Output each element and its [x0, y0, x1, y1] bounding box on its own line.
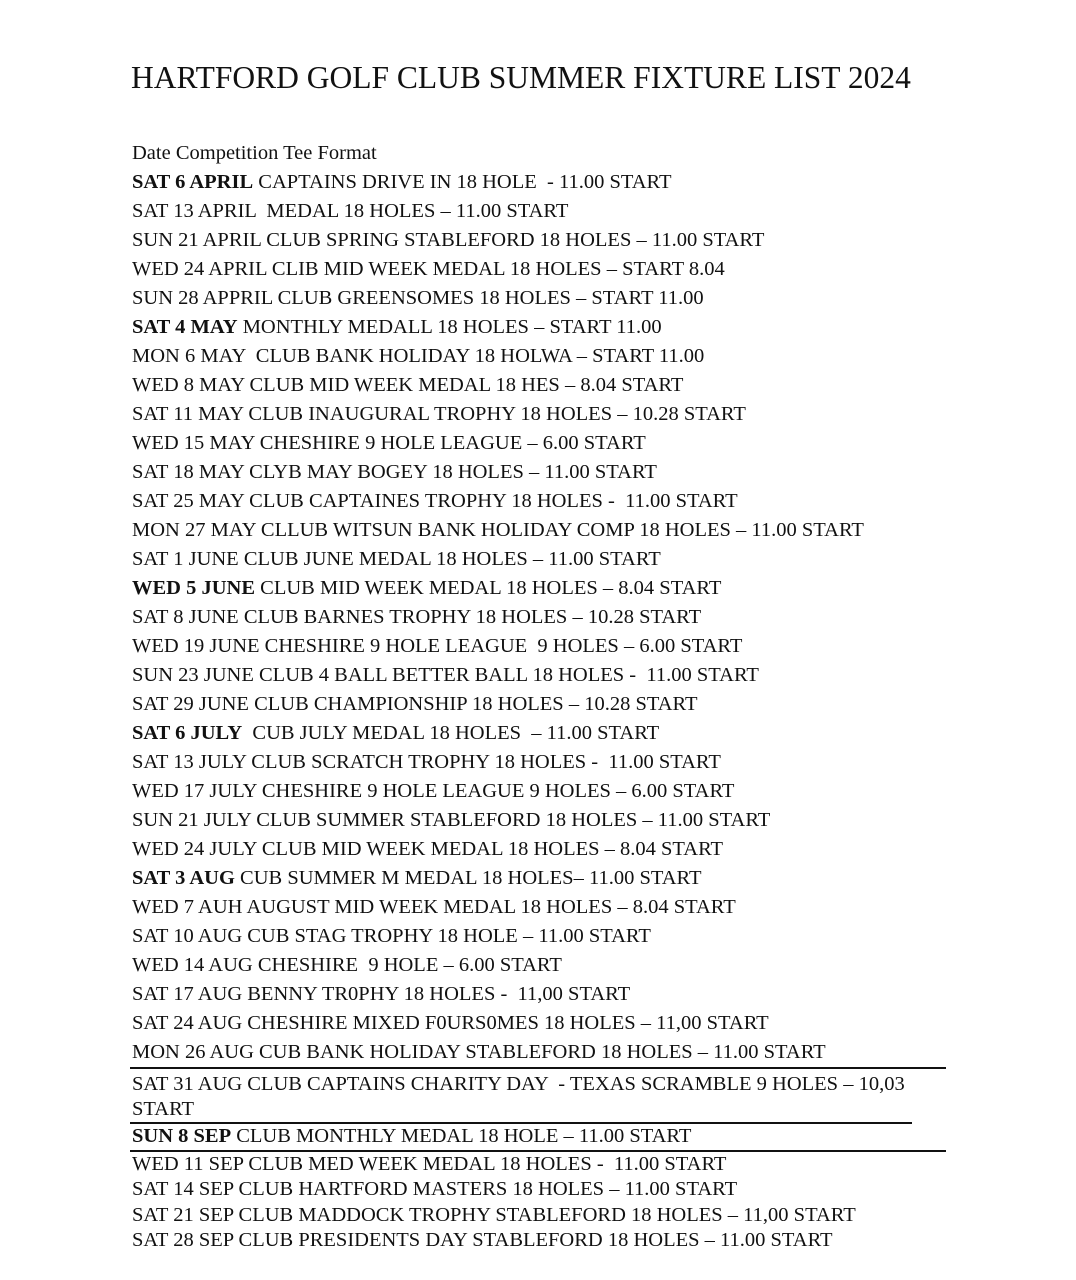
fixture-date: SUN 8 SEP: [132, 1125, 232, 1147]
fixture-details: CLUB SUMMER STABLEFORD 18 HOLES – 11.00 START: [251, 809, 771, 831]
fixture-date: SAT 6 JULY: [132, 722, 243, 744]
fixture-date: SAT 31 AUG: [132, 1073, 243, 1095]
fixture-date: SUN 28 APPRIL: [132, 287, 273, 309]
fixture-date: MON 26 AUG: [132, 1041, 254, 1063]
fixture-details: CAPTAINS DRIVE IN 18 HOLE - 11.00 START: [253, 171, 672, 193]
fixture-row: [132, 661, 952, 690]
page-title: HARTFORD GOLF CLUB SUMMER FIXTURE LIST 2024: [131, 60, 911, 95]
fixture-details: CHESHIRE 9 HOLE LEAGUE – 6.00 START: [254, 432, 646, 454]
fixture-date: SUN 23 JUNE: [132, 664, 254, 686]
fixture-details: CHESHIRE 9 HOLE LEAGUE 9 HOLES – 6.00 START: [256, 780, 735, 802]
fixture-details: CLUB 4 BALL BETTER BALL 18 HOLES - 11.00 START: [253, 664, 759, 686]
fixture-row: [132, 371, 952, 400]
fixture-details: CLUB MID WEEK MEDAL 18 HOLES – 8.04 START: [255, 577, 722, 599]
fixture-date: SAT 13 JULY: [132, 751, 247, 773]
fixture-date: SAT 14 SEP: [132, 1178, 234, 1200]
fixture-details: CLUB MADDOCK TROPHY STABLEFORD 18 HOLES – 11,00 START: [233, 1203, 856, 1226]
fixture-row: [132, 893, 952, 922]
fixture-row: [132, 574, 952, 603]
fixture-row: [130, 1124, 946, 1152]
fixture-details: CLUB SPRING STABLEFORD 18 HOLES – 11.00 START: [261, 229, 765, 251]
fixture-row: [132, 777, 952, 806]
fixture-row: [132, 1203, 952, 1229]
fixture-date: SAT 4 MAY: [132, 316, 238, 338]
fixture-details: CUB BANK HOLIDAY STABLEFORD 18 HOLES – 11.00 START: [253, 1041, 826, 1063]
fixture-row: [132, 1228, 952, 1254]
fixture-row: [132, 922, 952, 951]
fixture-details: CLUB PRESIDENTS DAY STABLEFORD 18 HOLES – 11.00 START: [233, 1229, 833, 1251]
fixture-date: SAT 18 MAY: [132, 461, 245, 483]
fixture-details: CLUB BANK HOLIDAY 18 HOLWA – START 11.00: [245, 345, 705, 367]
fixture-row: [132, 284, 952, 313]
fixture-date: SUN 21 JULY: [132, 809, 252, 831]
fixture-date: WED 5 JUNE: [132, 577, 256, 599]
fixture-row: [132, 342, 952, 371]
fixture-row: [132, 487, 952, 516]
fixture-details: CLLUB WITSUN BANK HOLIDAY COMP 18 HOLES – 11.00 START: [255, 519, 864, 541]
fixture-row: [132, 1177, 952, 1203]
fixture-details: CLUB SCRATCH TROPHY 18 HOLES - 11.00 START: [246, 751, 721, 773]
fixture-date: SUN 21 APRIL: [132, 229, 262, 251]
fixture-date: WED 7 AUH: [132, 896, 243, 918]
fixture-date: SAT 17 AUG: [132, 983, 243, 1005]
fixture-date: SAT 10 AUG: [132, 925, 243, 947]
fixture-details: CUB SUMMER M MEDAL 18 HOLES– 11.00 START: [234, 867, 702, 889]
fixture-details: MEDAL 18 HOLES – 11.00 START: [256, 200, 569, 222]
fixture-row: [132, 313, 952, 342]
fixture-date: WED 8 MAY: [132, 374, 245, 396]
fixture-details: CLIB MID WEEK MEDAL 18 HOLES – START 8.04: [266, 258, 725, 280]
fixture-details: CLUB CAPTAINES TROPHY 18 HOLES - 11.00 START: [244, 490, 738, 512]
fixture-date: SAT 11 MAY: [132, 403, 244, 425]
fixture-details: CHESHIRE MIXED F0URS0MES 18 HOLES – 11,00 START: [242, 1012, 769, 1034]
fixture-details: AUGUST MID WEEK MEDAL 18 HOLES – 8.04 START: [242, 896, 736, 918]
fixture-row: [132, 545, 952, 574]
fixture-details: CUB JULY MEDAL 18 HOLES – 11.00 START: [242, 722, 660, 744]
fixture-date: MON 6 MAY: [132, 345, 246, 367]
fixture-date: MON 27 MAY: [132, 519, 256, 541]
fixture-details: CHESHIRE 9 HOLE LEAGUE 9 HOLES – 6.00 START: [259, 635, 743, 657]
fixture-row: [132, 255, 952, 284]
fixture-date: SAT 13 APRIL: [132, 200, 257, 222]
fixture-row: [132, 864, 952, 893]
fixture-date: SAT 29 JUNE: [132, 693, 249, 715]
fixture-details: CLUB JUNE MEDAL 18 HOLES – 11.00 START: [238, 548, 661, 570]
fixture-details: CLUB MONTHLY MEDAL 18 HOLE – 11.00 START: [231, 1125, 692, 1147]
fixture-date: SAT 25 MAY: [132, 490, 245, 512]
fixture-row: [132, 226, 952, 255]
fixture-row: [130, 1069, 912, 1124]
fixture-details: CUB STAG TROPHY 18 HOLE – 11.00 START: [242, 925, 651, 947]
fixture-details: BENNY TR0PHY 18 HOLES - 11,00 START: [242, 983, 631, 1005]
fixture-details: CLUB MID WEEK MEDAL 18 HOLES – 8.04 START: [256, 838, 724, 860]
fixture-row: [132, 516, 952, 545]
fixture-date: WED 24 APRIL: [132, 258, 267, 280]
fixture-details: CLUB CAPTAINS CHARITY DAY - TEXAS SCRAMBLE 9 HOLES – 10,03 START: [132, 1073, 910, 1120]
column-header-row: Date Competition Tee Format: [132, 142, 377, 164]
fixture-date: SAT 3 AUG: [132, 867, 235, 889]
fixture-date: WED 14 AUG: [132, 954, 253, 976]
fixture-row: [132, 168, 952, 197]
fixture-date: WED 11 SEP: [132, 1152, 244, 1175]
fixture-row: [132, 1152, 952, 1178]
fixture-date: WED 15 MAY: [132, 432, 255, 454]
fixture-date: SAT 8 JUNE: [132, 606, 239, 628]
fixture-date: SAT 21 SEP: [132, 1203, 234, 1226]
fixture-row: [132, 980, 952, 1009]
fixture-row: [132, 835, 952, 864]
fixture-row: [132, 690, 952, 719]
fixture-row: [132, 197, 952, 226]
fixture-row: [132, 458, 952, 487]
fixture-row: [132, 806, 952, 835]
fixture-row: [130, 1038, 946, 1069]
fixture-row: [132, 400, 952, 429]
fixture-details: CLUB MID WEEK MEDAL 18 HES – 8.04 START: [244, 374, 684, 396]
fixture-details: CLUB CHAMPIONSHIP 18 HOLES – 10.28 START: [248, 693, 698, 715]
fixture-details: CLUB BARNES TROPHY 18 HOLES – 10.28 START: [238, 606, 702, 628]
fixture-details: MONTHLY MEDALL 18 HOLES – START 11.00: [237, 316, 662, 338]
fixture-date: SAT 24 AUG: [132, 1012, 243, 1034]
fixture-details: CLUB MED WEEK MEDAL 18 HOLES - 11.00 START: [243, 1152, 727, 1175]
fixture-row: [132, 632, 952, 661]
fixture-list: [132, 139, 952, 1254]
fixture-date: WED 19 JUNE: [132, 635, 260, 657]
fixture-row: [132, 748, 952, 777]
fixture-row: [132, 603, 952, 632]
fixture-date: SAT 1 JUNE: [132, 548, 239, 570]
fixture-date: SAT 6 APRIL: [132, 171, 254, 193]
fixture-details: CLUB INAUGURAL TROPHY 18 HOLES – 10.28 START: [243, 403, 746, 425]
fixture-row: [132, 1009, 952, 1038]
fixture-row: [132, 719, 952, 748]
fixture-details: CHESHIRE 9 HOLE – 6.00 START: [252, 954, 562, 976]
fixture-date: WED 24 JULY: [132, 838, 257, 860]
fixture-details: CLUB GREENSOMES 18 HOLES – START 11.00: [272, 287, 704, 309]
fixture-row: [132, 429, 952, 458]
fixture-details: CLUB HARTFORD MASTERS 18 HOLES – 11.00 START: [233, 1178, 738, 1200]
fixture-row: [132, 951, 952, 980]
fixture-date: WED 17 JULY: [132, 780, 257, 802]
fixture-details: CLYB MAY BOGEY 18 HOLES – 11.00 START: [244, 461, 657, 483]
fixture-date: SAT 28 SEP: [132, 1229, 234, 1251]
